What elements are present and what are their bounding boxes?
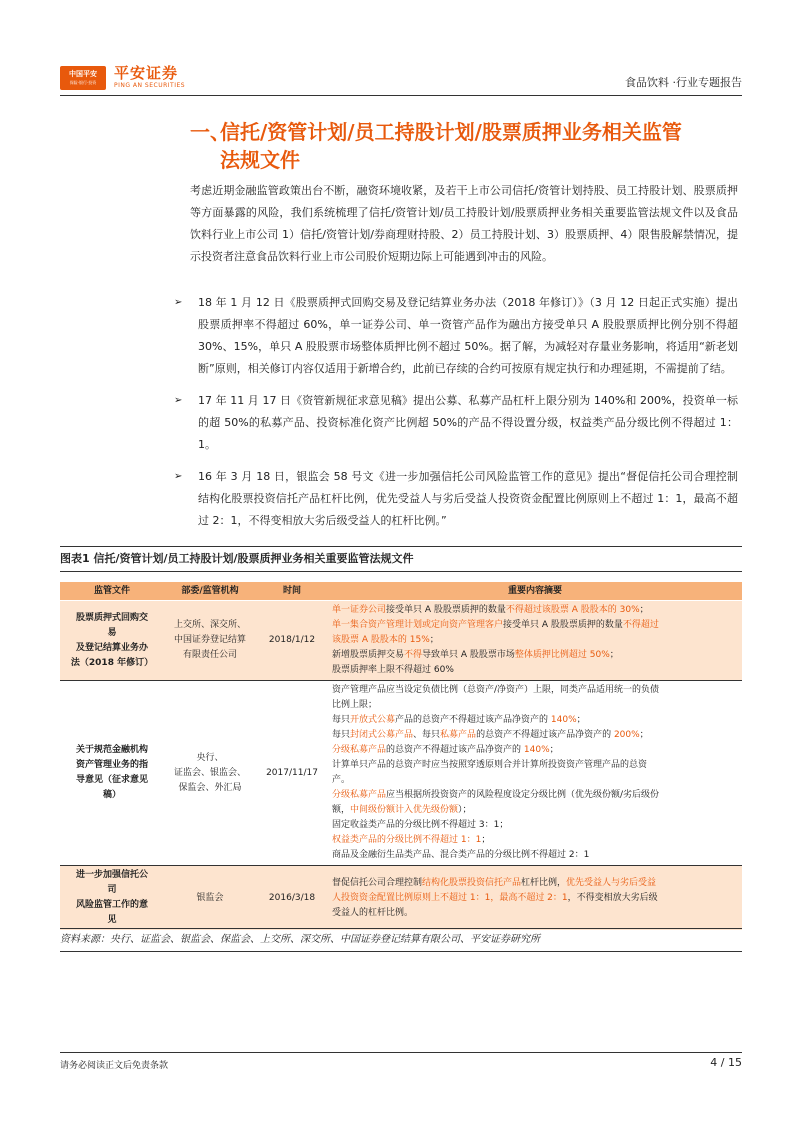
bullet-item: ➢ 17 年 11 月 17 日《资管新规征求意见稿》提出公募、私募产品杠杆上限分别为 140%和 200%，投资单一标的超 50%的私募产品、投资标准化资产比例超 50%的产品不得设置分级，权益类产品分级比例不得超过 1：1。 — [172, 390, 738, 456]
regulator-agency — [164, 601, 256, 681]
summary-text: ； — [639, 605, 649, 615]
cell-line: 风险监管工作的意 — [75, 900, 148, 910]
summary-line — [332, 648, 738, 663]
summary-line — [332, 683, 738, 698]
issue-date: 2018/1/12 — [256, 601, 328, 681]
summary-text: 每只 — [332, 715, 351, 725]
issue-date: 2016/3/18 — [256, 866, 328, 931]
summary-text: 额， — [332, 805, 351, 815]
summary-line — [332, 803, 738, 818]
summary-line — [332, 713, 738, 728]
summary-line — [332, 773, 738, 788]
table-row — [60, 681, 742, 866]
cell-line: 司 — [107, 885, 117, 895]
summary-text: ； — [429, 635, 439, 645]
cell-line: 证监会、银监会、 — [173, 767, 246, 778]
header-divider — [60, 95, 742, 96]
cell-line: 央行、 — [196, 752, 224, 763]
highlight-text: 人投资资金配置比例原则上不超过 1：1，最高不超过 2：1 — [332, 892, 568, 903]
report-category: 食品饮料 ·行业专题报告 — [625, 76, 742, 89]
summary-line — [332, 848, 738, 863]
highlight-text: 200% — [613, 730, 640, 740]
cell-line: 导意见（征求意见 — [75, 775, 148, 785]
highlight-text: 整体质押比例超过 50% — [514, 650, 610, 660]
summary-line — [332, 758, 738, 773]
summary-text: ； — [609, 650, 619, 660]
summary-text: 每只 — [332, 730, 351, 740]
highlight-text: 单一证券公司 — [332, 605, 387, 615]
issue-date: 2017/11/17 — [256, 681, 328, 866]
summary-text: 接受单只 A 股股票质押的数量 — [503, 620, 623, 630]
page-header — [60, 62, 742, 94]
highlight-text: 优先受益人与劣后受益 — [566, 877, 657, 888]
table-row — [60, 601, 742, 681]
brand-name: 平安证券 PING AN SECURITIES — [114, 64, 186, 89]
summary-text: ； — [481, 835, 491, 845]
cell-line: 上交所、深交所、 — [173, 620, 246, 630]
summary-line — [332, 876, 738, 891]
section-title-line1: 信托/资管计划/员工持股计划/股票质押业务相关监管 — [220, 120, 682, 144]
summary-text: 应当根据所投资资产的风险程度设定分级比例（优先级份额/劣后级份 — [386, 790, 660, 800]
disclaimer-note: 请务必阅读正文后免责条款 — [60, 1061, 169, 1071]
highlight-text: 不得 — [404, 650, 423, 660]
content-summary — [328, 866, 742, 931]
summary-text: 、每只 — [413, 730, 441, 740]
figure-title: 图表1 信托/资管计划/员工持股计划/股票质押业务相关重要监管法规文件 — [60, 546, 742, 572]
cell-line: 关于规范金融机构 — [75, 745, 148, 755]
highlight-text: 结构化股票投资信托产品 — [422, 877, 522, 888]
column-header: 监管文件 — [60, 582, 164, 601]
regulation-document — [60, 681, 164, 866]
column-header: 重要内容摘要 — [328, 582, 742, 601]
summary-line — [332, 728, 738, 743]
arrow-bullet-icon: ➢ — [174, 395, 183, 406]
intro-paragraph: 考虑近期金融监管政策出台不断，融资环境收紧，及若干上市公司信托/资管计划持股、员工持股计划、股票质押等方面暴露的风险，我们系统梳理了信托/资管计划/员工持股计划/股票质押业务相关重要监管法规文件以及食品饮料行业上市公司 1）信托/资管计划/券商理财持股、2）员工持股计划、3）股票质押、4）限售股解禁情况，提示投资者注意食品饮料行业上市公司股价短期边际上可能遇到冲击的风险。 — [190, 184, 738, 263]
content-summary — [328, 681, 742, 866]
cell-line: 有限责任公司 — [182, 650, 237, 660]
highlight-text: 私募产品 — [440, 730, 477, 740]
summary-text: 新增股票质押交易 — [332, 650, 405, 660]
bullet-list — [172, 292, 738, 542]
summary-text: 股票质押率上限不得超过 60% — [332, 665, 454, 675]
summary-text: 固定收益类产品的分级比例不得超过 3：1； — [332, 820, 509, 830]
summary-text: ； — [549, 745, 559, 755]
summary-text: 受益人的杠杆比例。 — [332, 907, 414, 918]
cell-line: 法（2018 年修订） — [70, 657, 154, 668]
summary-line — [332, 743, 738, 758]
bullet-item: ➢ 16 年 3 月 18 日，银监会 58 号文《进一步加强信托公司风险监管工作的意见》提出“督促信托公司合理控制结构化股票投资信托产品杠杆比例，优先受益人与劣后受益人投资资金配置比例原则上不超过 1：1，最高不超过 2：1，不得变相放大劣后级受益人的杠杆比例。” — [172, 466, 738, 532]
summary-text: ，不得变相放大劣后级 — [567, 892, 658, 903]
cell-line: 稿） — [102, 790, 121, 800]
arrow-bullet-icon: ➢ — [174, 471, 183, 482]
cell-line: 易 — [107, 627, 117, 638]
summary-text: 督促信托公司合理控制 — [332, 877, 423, 888]
highlight-text: 权益类产品的分级比例不得超过 1：1 — [332, 835, 482, 845]
summary-line — [332, 603, 738, 618]
highlight-text: 单一集合资产管理计划或定向资产管理客户 — [332, 620, 504, 630]
cell-line: 股票质押式回购交 — [75, 612, 148, 623]
highlight-text: 该股票 A 股股本的 15% — [332, 635, 430, 645]
highlight-text: 不得超过该股票 A 股股本的 30% — [505, 605, 640, 615]
highlight-text: 分级私募产品 — [332, 790, 387, 800]
section-title — [190, 118, 750, 174]
section-title-line2: 法规文件 — [220, 148, 300, 172]
cell-line: 及登记结算业务办 — [75, 642, 148, 653]
summary-line — [332, 788, 738, 803]
cell-line: 进一步加强信托公 — [75, 870, 148, 880]
regulator-agency — [164, 681, 256, 866]
summary-line — [332, 833, 738, 848]
summary-text: ； — [639, 730, 649, 740]
summary-text: 计算单只产品的总资产时应当按照穿透原则合并计算所投资资产管理产品的总资 — [332, 760, 648, 770]
cell-line: 见 — [107, 915, 117, 925]
summary-line — [332, 663, 738, 678]
summary-text: 比例上限； — [332, 700, 378, 710]
highlight-text: 140% — [550, 715, 577, 725]
highlight-text: 不得超过 — [622, 620, 659, 630]
regulator-agency — [164, 866, 256, 931]
section-number: 一、 — [190, 120, 230, 144]
summary-text: 的总资产不得超过该产品净资产的 — [386, 745, 524, 755]
summary-text: 的总资产不得超过该产品净资产的 — [476, 730, 614, 740]
summary-text: ）； — [458, 805, 472, 815]
summary-text: 产品的总资产不得超过该产品净资产的 — [395, 715, 551, 725]
highlight-text: 中间级份额计入优先级份额 — [350, 805, 459, 815]
summary-text: ； — [576, 715, 586, 725]
summary-line — [332, 633, 738, 648]
highlight-text: 开放式公募 — [350, 715, 396, 725]
column-header: 时间 — [256, 582, 328, 601]
cell-line: 银监会 — [196, 892, 224, 903]
cell-line: 资产管理业务的指 — [75, 760, 148, 770]
footer-divider — [60, 1052, 742, 1053]
summary-text: 接受单只 A 股股票质押的数量 — [386, 605, 506, 615]
bullet-item: ➢ 18 年 1 月 12 日《股票质押式回购交易及登记结算业务办法（2018 年修订）》（3 月 12 日起正式实施）提出股票质押率不得超过 60%，单一证券公司、单一资管产品作为融出方接受单只 A 股股票质押比例分别不得超 30%、15%，单只 A 股股票市场整体质押比例不超过 50%。据了解，为减轻对存量业务影响，将适用“新老划断”原则，相关修订内容仅适用于新增合约，此前已存续的合约可按原有规定执行和办理延期，不需提前了结。 — [172, 292, 738, 380]
summary-text: 商品及金融衍生品类产品、混合类产品的分级比例不得超过 2：1 — [332, 850, 590, 860]
highlight-text: 140% — [523, 745, 550, 755]
summary-line — [332, 618, 738, 633]
summary-line — [332, 906, 738, 921]
content-summary — [328, 601, 742, 681]
highlight-text: 分级私募产品 — [332, 745, 387, 755]
summary-line — [332, 891, 738, 906]
source-note: 资料来源：央行、证监会、银监会、保监会、上交所、深交所、中国证券登记结算有限公司、平安证券研究所 — [60, 928, 742, 952]
summary-text: 杠杆比例， — [521, 877, 567, 888]
page-number: 4 / 15 — [710, 1056, 742, 1069]
regulation-table — [60, 582, 742, 930]
summary-text: 产。 — [332, 775, 351, 785]
arrow-bullet-icon: ➢ — [174, 297, 183, 308]
table-header-row — [60, 582, 742, 601]
summary-line — [332, 818, 738, 833]
table-row — [60, 866, 742, 931]
cell-line: 保监会、外汇局 — [178, 782, 242, 793]
summary-text: 导致单只 A 股股票市场 — [422, 650, 515, 660]
highlight-text: 封闭式公募产品 — [350, 730, 414, 740]
column-header: 部委/监管机构 — [164, 582, 256, 601]
regulation-document — [60, 866, 164, 931]
summary-text: 资产管理产品应当设定负债比例（总资产/净资产）上限，同类产品适用统一的负债 — [332, 685, 660, 695]
summary-line — [332, 698, 738, 713]
pingan-logo: 中国平安 保险·银行·投资 — [60, 66, 106, 90]
regulation-document — [60, 601, 164, 681]
cell-line: 中国证券登记结算 — [173, 635, 246, 645]
